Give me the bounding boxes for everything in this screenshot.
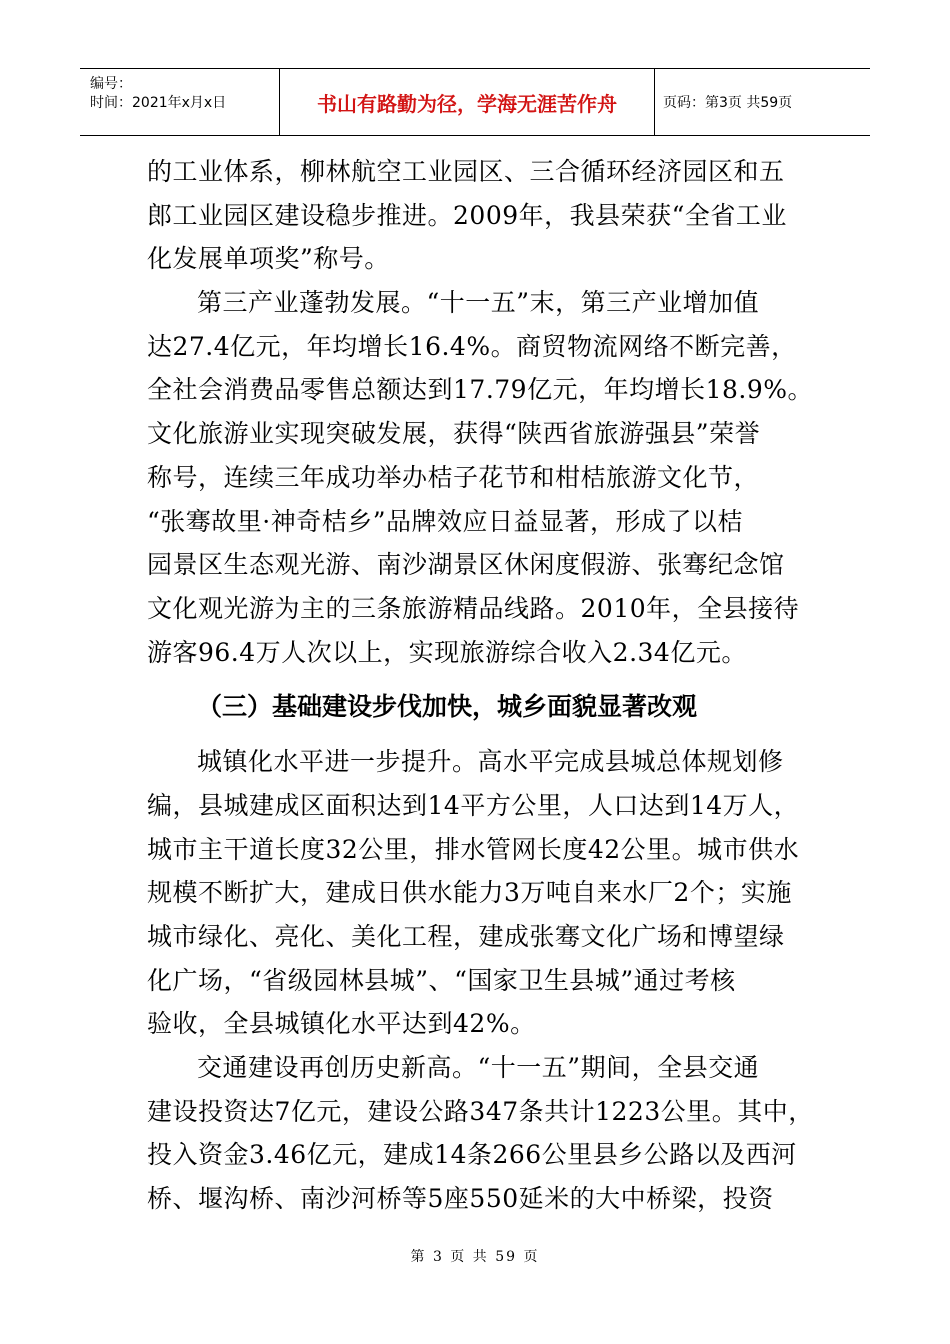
- header-meta: [80, 69, 280, 135]
- paragraph-transport: [147, 1046, 814, 1221]
- text-line: 城镇化水平进一步提升。高水平完成县城总体规划修: [197, 747, 784, 777]
- text-line: 化发展单项奖”称号。: [147, 244, 390, 274]
- text-line: 文化观光游为主的三条旅游精品线路。2010年，全县接待: [147, 593, 800, 623]
- page-header: [80, 68, 870, 136]
- text-line: 达27.4亿元，年均增长16.4%。商贸物流网络不断完善，: [147, 331, 797, 361]
- text-line: 游客96.4万人次以上，实现旅游综合收入2.34亿元。: [147, 637, 747, 667]
- text-line: 城市绿化、亮化、美化工程，建成张骞文化广场和博望绿: [147, 922, 785, 951]
- text-line: 化广场，“省级园林县城”、“国家卫生县城”通过考核: [147, 965, 736, 995]
- text-line: 投入资金3.46亿元，建成14条266公里县乡公路以及西河: [147, 1140, 797, 1170]
- document-time: 时间：2021年x月x日: [90, 95, 227, 111]
- paragraph-urbanization: [147, 740, 807, 1046]
- text-line: “张骞故里·神奇桔乡”品牌效应日益显著，形成了以桔: [147, 506, 744, 536]
- text-line: 园景区生态观光游、南沙湖景区休闲度假游、张骞纪念馆: [147, 550, 785, 580]
- text-line: 规模不断扩大，建成日供水能力3万吨自来水厂2个；实施: [147, 878, 792, 908]
- text-line: 文化旅游业实现突破发展，获得“陕西省旅游强县”荣誉: [147, 419, 761, 449]
- page-footer: 第 3 页 共 59 页: [410, 1249, 540, 1265]
- text-line: 的工业体系，柳林航空工业园区、三合循环经济园区和五: [147, 157, 785, 186]
- paragraph-industry: [147, 150, 807, 281]
- document-body: [147, 150, 814, 1221]
- text-line: 交通建设再创历史新高。“十一五”期间，全县交通: [197, 1053, 760, 1083]
- text-line: 编，县城建成区面积达到14平方公里，人口达到14万人，: [147, 790, 800, 820]
- text-line: 全社会消费品零售总额达到17.79亿元，年均增长18.9%。: [147, 375, 813, 405]
- text-line: 桥、堰沟桥、南沙河桥等5座550延米的大中桥梁，投资: [147, 1184, 774, 1214]
- text-line: 建设投资达7亿元，建设公路347条共计1223公里。其中，: [147, 1096, 814, 1126]
- text-line: 城市主干道长度32公里，排水管网长度42公里。城市供水: [147, 834, 800, 864]
- section-heading: （三）基础建设步伐加快，城乡面貌显著改观: [197, 692, 698, 722]
- motto-text: 书山有路勤为径，学海无涯苦作舟: [317, 91, 617, 116]
- header-page-info: [655, 69, 870, 135]
- page-info-text: 页码：第3页 共59页: [663, 95, 793, 111]
- text-line: 郎工业园区建设稳步推进。2009年，我县荣获“全省工业: [147, 200, 787, 230]
- header-motto: [280, 69, 655, 135]
- text-line: 第三产业蓬勃发展。“十一五”末，第三产业增加值: [197, 288, 760, 318]
- document-code-label: 编号：: [90, 76, 132, 92]
- text-line: 验收，全县城镇化水平达到42%。: [147, 1009, 536, 1039]
- paragraph-tertiary-industry: [147, 281, 813, 674]
- text-line: 称号，连续三年成功举办桔子花节和柑桔旅游文化节，: [147, 462, 760, 492]
